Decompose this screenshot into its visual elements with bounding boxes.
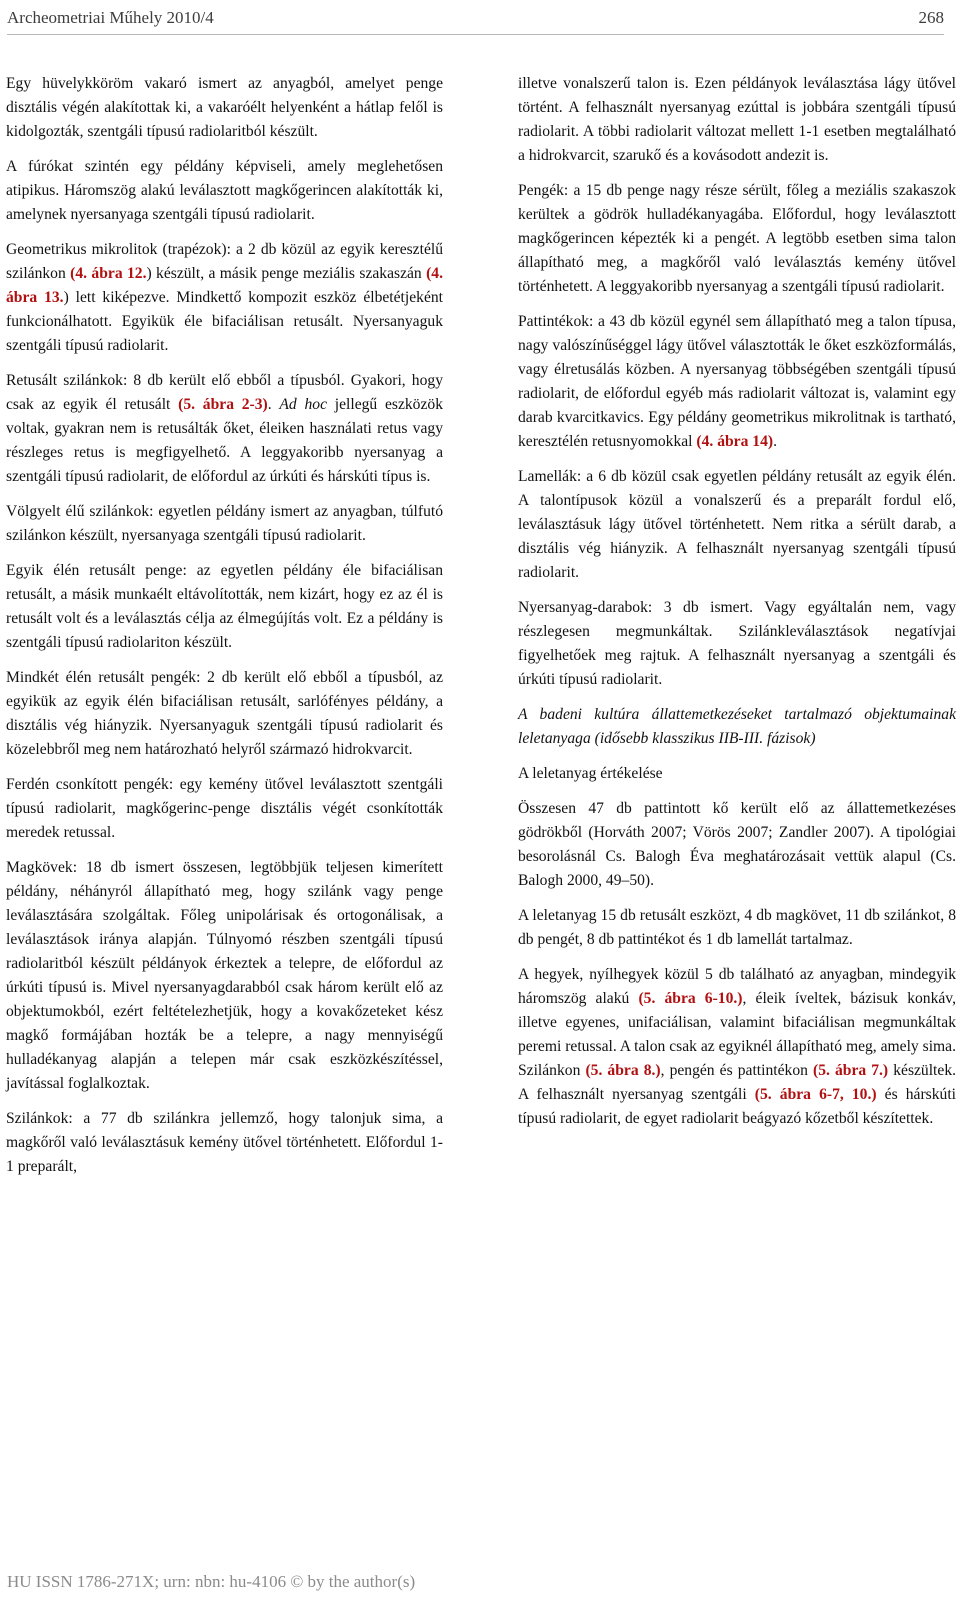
- figure-reference: (4. ábra 12.: [70, 265, 147, 282]
- figure-reference: (4. ábra 14): [696, 433, 774, 450]
- text-run: .: [773, 433, 777, 450]
- page-number: 268: [918, 8, 944, 27]
- paragraph: [518, 963, 956, 1131]
- journal-title: Archeometriai Műhely 2010/4: [7, 8, 214, 27]
- paragraph: [6, 369, 443, 489]
- paragraph: Mindkét élén retusált pengék: 2 db került elő ebből a típusból, az egyikük az egyik élén bifaciálisan retusált, sarlófényes példány, a disztális vég hiányzik. Nyersanyaguk szentgáli típusú radiolarit és közelebbről meg nem határozható helyről származó hidrokvarcit.: [6, 669, 443, 758]
- page-header: [7, 0, 944, 35]
- paragraph: Magkövek: 18 db ismert összesen, legtöbbjük teljesen kimerített példány, néhányról állapítható meg, hogy szilánk vagy penge leválasztására szolgáltak. Főleg unipolárisak és ortogonálisak, a leválasztások iránya alapján. Túlnyomó részben szentgáli típusú radiolaritból készült példányok érkeztek a telepre, de előfordul az úrkúti típusú is. Mivel nyersanyagdarabból csak három került elő az objektumokból, ezért feltételezhetjük, hogy a kovakőzeteket kész magkő formájában hozták be a telepre, a nagy mennyiségű hulladékanyag alapján a telepen már csak eszközkészítéssel, javítással foglalkoztak.: [6, 859, 443, 1092]
- text-run: Pattintékok: a 43 db közül egynél sem állapítható meg a talon típusa, nagy valószínűséggel lágy ütővel választották le őket eszközformálás, vagy élretusálás közben. A nyersanyag többségében szentgáli típusú radiolarit, de előfordul egyéb más radiolarit változat is, valamint egy darab kvarcitkavics. Egy példány geometrikus mikrolitnak is tartható, keresztélén retusnyomokkal: [518, 313, 956, 450]
- paragraph: Ferdén csonkított pengék: egy kemény ütővel leválasztott szentgáli típusú radiolarit, magkőgerinc-penge disztális végét csonkították meredek retussal.: [6, 776, 443, 841]
- text-run: , éleik íveltek, bázisuk konkáv, illetve egyenes, unifaciálisan, valamint bifaciálisan megmunkáltak peremi retussal. A talon csak az egyiknél állapítható meg, amely sima. Szilánkon: [518, 990, 956, 1079]
- text-run: , pengén és pattintékon: [660, 1062, 813, 1079]
- paragraph: Összesen 47 db pattintott kő került elő az állattemetkezéses gödrökből (Horváth 2007; Vörös 2007; Zandler 2007). A tipológiai besorolásnál Cs. Balogh Éva meghatározásait vettük alapul (Cs. Balogh 2000, 49–50).: [518, 800, 956, 889]
- text-run: készültek. A felhasznált nyersanyag szentgáli: [518, 1062, 957, 1103]
- text-run: Geometrikus mikrolitok (trapézok): a 2 db közül az egyik keresztélű szilánkon: [6, 241, 443, 282]
- figure-reference: (5. ábra 7.): [813, 1062, 889, 1079]
- paragraph: Egyik élén retusált penge: az egyetlen példány éle bifaciálisan retusált, a másik munkaélt eltávolították, nem kizárt, hogy ez az él is retusált volt és a leválasztás célja az élmegújítás volt. Ez a példány is szentgáli típusú radiolariton készült.: [6, 562, 443, 651]
- paragraph: A fúrókat szintén egy példány képviseli, amely meglehetősen atipikus. Háromszög alakú leválasztott magkőgerincen alakították ki, amelynek nyersanyaga szentgáli típusú radiolarit.: [6, 158, 443, 223]
- figure-reference: (5. ábra 8.): [585, 1062, 661, 1079]
- paragraph: Nyersanyag-darabok: 3 db ismert. Vagy egyáltalán nem, vagy részlegesen megmunkáltak. Szilánkleválasztások negatívjai figyelhetőek meg rajtuk. A felhasznált nyersanyag a szentgáli és úrkúti típusú radiolarit.: [518, 599, 956, 688]
- text-run: Ad hoc: [279, 396, 328, 413]
- figure-reference: (5. ábra 6-7, 10.): [754, 1086, 877, 1103]
- paragraph: Egy hüvelykköröm vakaró ismert az anyagból, amelyet penge disztális végén alakítottak ki, a vakaróélt helyenként a hátlap felől is kidolgozták, szentgáli típusú radiolaritból készült.: [6, 75, 443, 140]
- paragraph: Szilánkok: a 77 db szilánkra jellemző, hogy talonjuk sima, a magkőről való leválasztásuk kemény ütővel történhetett. Előfordul 1-1 preparált,: [6, 1110, 443, 1175]
- text-run: és hárskúti típusú radiolarit, de egyet radiolarit beágyazó kőzetből készítettek.: [518, 1086, 956, 1127]
- text-run: Retusált szilánkok: 8 db került elő ebből a típusból. Gyakori, hogy csak az egyik él retusált: [6, 372, 443, 413]
- left-column: [6, 72, 443, 1190]
- paragraph: [6, 238, 443, 358]
- section-heading: A badeni kultúra állattemetkezéseket tartalmazó objektumainak leletanyaga (idősebb klasszikus IIB-III. fázisok): [518, 706, 956, 747]
- subsection-heading: A leletanyag értékelése: [518, 765, 663, 782]
- text-run: ) lett kiképezve. Mindkettő kompozit eszköz élbetétjeként funkcionálhatott. Egyikük éle bifaciálisan retusált. Nyersanyaguk szentgáli típusú radiolarit.: [6, 289, 443, 354]
- paragraph: [518, 310, 956, 454]
- paragraph: illetve vonalszerű talon is. Ezen példányok leválasztása lágy ütővel történt. A felhasznált nyersanyag ezúttal is jobbára szentgáli típusú radiolarit. A többi radiolarit változat mellett 1-1 esetben megtalálható a hidrokvarcit, szarukő és a kovásodott andezit is.: [518, 75, 956, 164]
- text-run: jellegű eszközök voltak, gyakran nem is retusálták őket, éleiken használati retus vagy részleges retus is megfigyelhető. A leggyakoribb nyersanyag a szentgáli típusú radiolarit, de előfordul az úrkúti és hárskúti típus is.: [6, 396, 443, 485]
- text-run: ) készült, a másik penge meziális szakaszán: [146, 265, 427, 282]
- figure-reference: (5. ábra 2-3): [178, 396, 268, 413]
- figure-reference: (5. ábra 6-10.): [638, 990, 743, 1007]
- paragraph: Völgyelt élű szilánkok: egyetlen példány ismert az anyagban, túlfutó szilánkon készült, nyersanyaga szentgáli típusú radiolarit.: [6, 503, 443, 544]
- text-run: A hegyek, nyílhegyek közül 5 db található az anyagban, mindegyik háromszög alakú: [518, 966, 956, 1007]
- figure-reference: (4. ábra 13.: [6, 265, 443, 306]
- right-column: [518, 72, 956, 1142]
- paragraph: A leletanyag 15 db retusált eszközt, 4 db magkövet, 11 db szilánkot, 8 db pengét, 8 db pattintékot és 1 db lamellát tartalmaz.: [518, 907, 956, 948]
- paragraph: Pengék: a 15 db penge nagy része sérült, főleg a meziális szakaszok kerültek a gödrök hulladékanyagába. Előfordul, hogy leválasztott magkőgerincen képezték ki a pengét. A legtöbb esetben sima talon állapítható meg, a magkőről való leválasztás kemény ütővel történhetett. A leggyakoribb nyersanyag a szentgáli típusú radiolarit.: [518, 182, 956, 295]
- page-footer: HU ISSN 1786-271X; urn: nbn: hu-4106 © by the author(s): [7, 1572, 416, 1591]
- paragraph: Lamellák: a 6 db közül csak egyetlen példány retusált az egyik élén. A talontípusok közül a vonalszerű és a preparált fordul elő, leválasztásuk lágy ütővel történhetett. Nem ritka a sérült darab, a disztális vég hiányzik. A felhasznált nyersanyag szentgáli típusú radiolarit.: [518, 468, 956, 581]
- text-run: .: [267, 396, 280, 413]
